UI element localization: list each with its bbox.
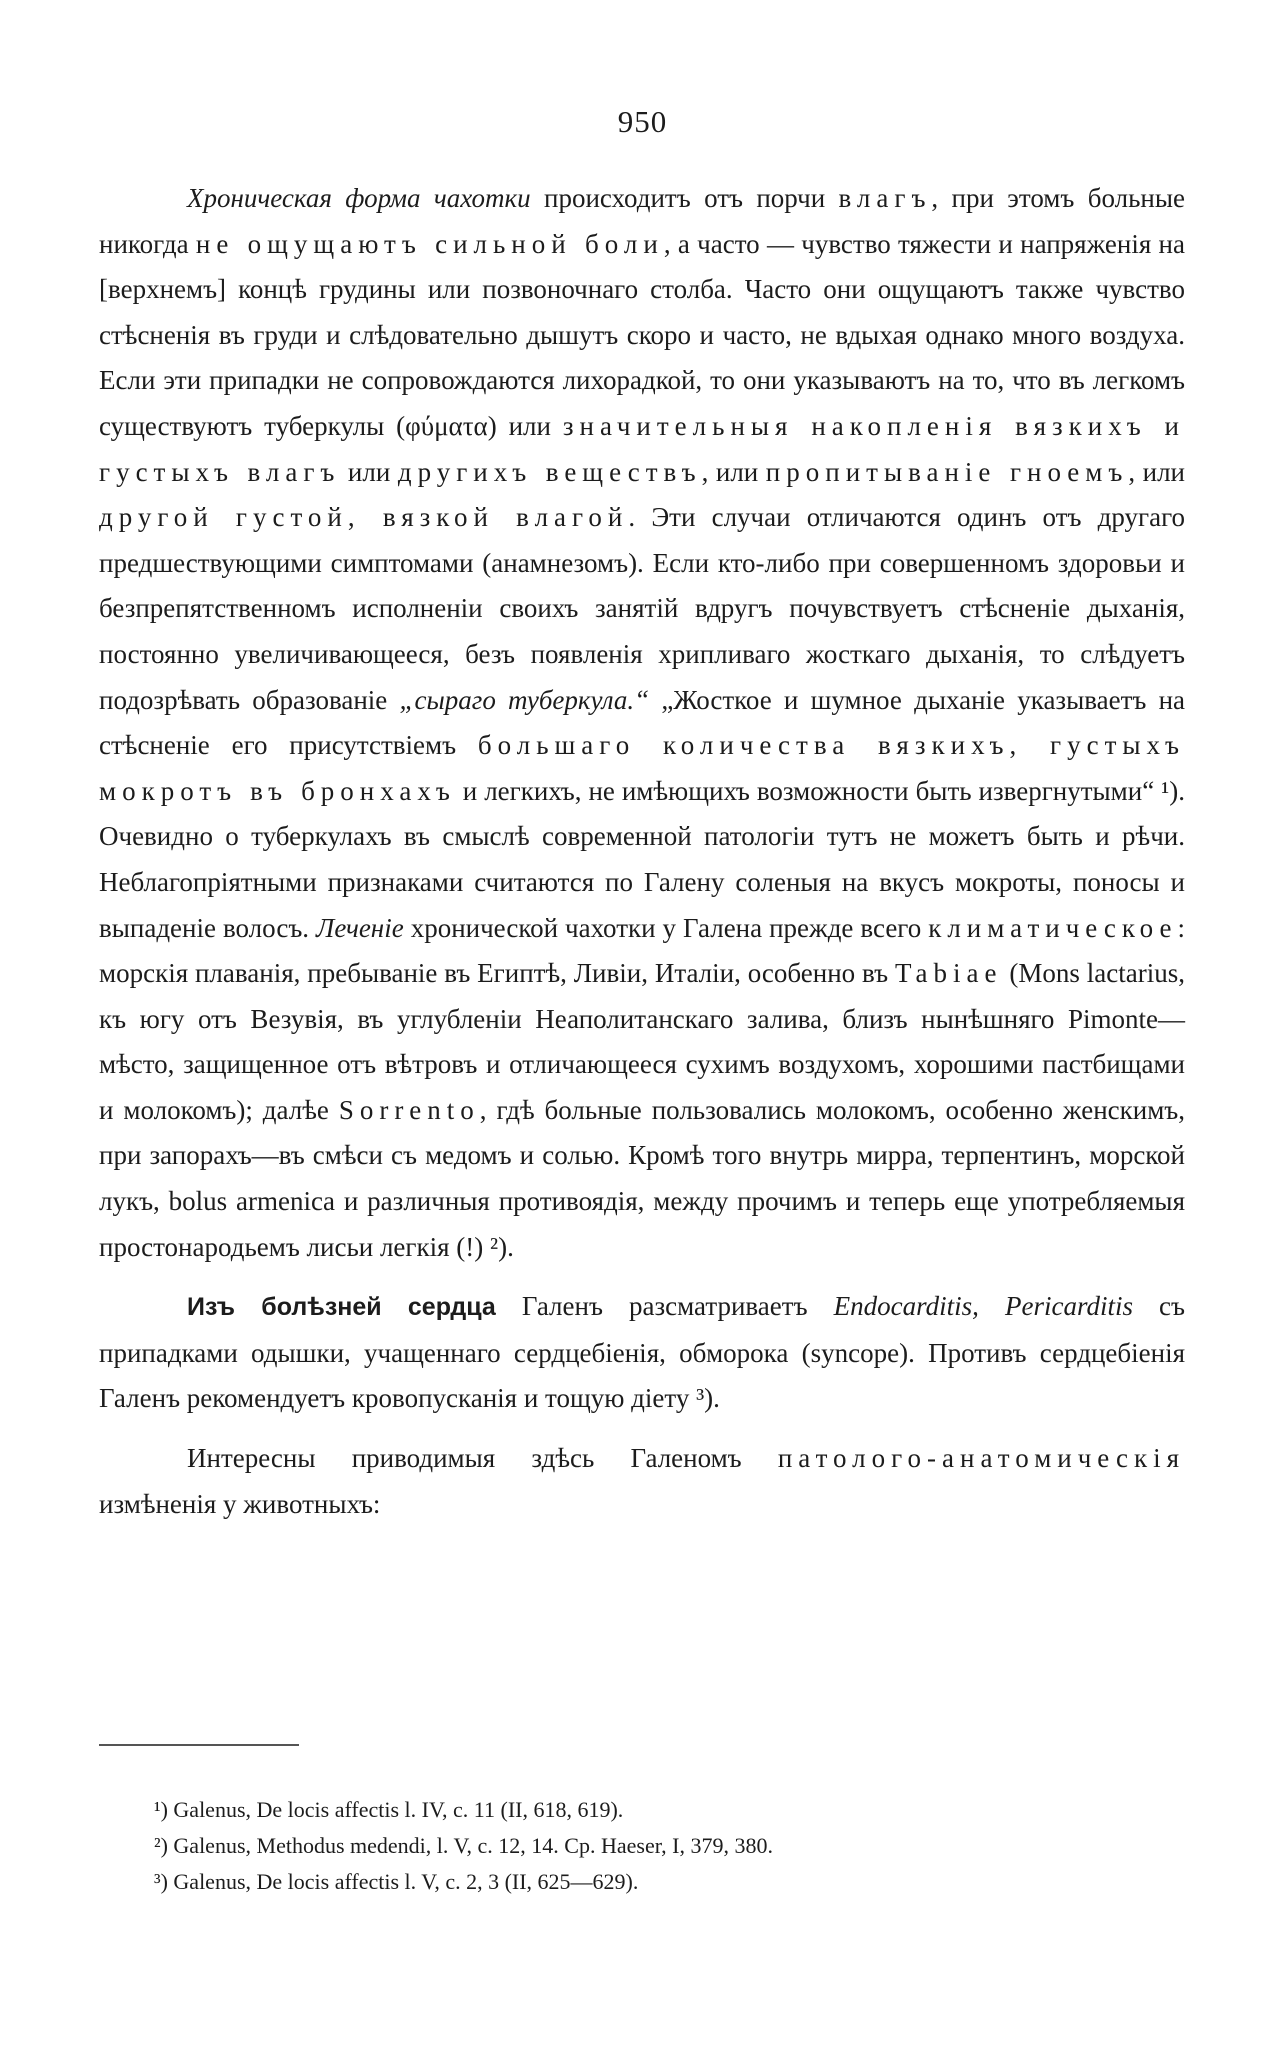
page-number: 950 bbox=[617, 104, 668, 139]
text-run: (Mons lactarius, къ югу отъ Везувія, въ углубленіи Неаполитанскаго залива, близъ нынѣшняго Pimonte—мѣсто, защищенное отъ вѣтровъ и отличающееся сухимъ воздухомъ, хорошими пастбищами и молокомъ); далѣе bbox=[99, 958, 1185, 1125]
text-run: Интересны приводимыя здѣсь Галеномъ bbox=[187, 1443, 778, 1474]
text-run: или bbox=[340, 456, 398, 487]
text-run: Хроническая форма чахотки bbox=[187, 183, 531, 213]
footnote-3: ³) Galenus, De locis affectis l. V, c. 2, 3 (II, 625—629). bbox=[154, 1869, 639, 1894]
text-run: , при этомъ больные никогда bbox=[99, 183, 1185, 259]
text-run: . Эти случаи отличаются одинъ отъ другаго предшествующими симптомами (анамнезомъ). Если кто-либо при совершенномъ здоровьи и безпрепятственномъ исполненіи своихъ занятій вдругъ почувствуетъ стѣсненіе дыханія, постоянно увеличивающееся, безъ появленія хрипливаго жосткаго дыханія, то слѣдуетъ подозрѣвать образованіе bbox=[99, 502, 1185, 715]
text-run: Изъ болѣзней сердца bbox=[187, 1293, 496, 1322]
text-run: другихъ веществъ bbox=[397, 456, 702, 487]
text-run: „сыраго туберкула.“ bbox=[399, 684, 650, 715]
text-run: происходитъ отъ порчи bbox=[530, 183, 839, 213]
text-run: Sorrento bbox=[338, 1094, 480, 1125]
text-run: , а часто — чувство тяжести и напряженія на [верхнемъ] концѣ грудины или позвоночнаго столба. Часто они ощущаютъ также чувство стѣсненія въ груди и слѣдовательно дышутъ скоро и часто, не вдыхая однако много воздуха. Если эти припадки не сопровождаются лихорадкой, то они указываютъ на то, что въ легкомъ существуютъ туберкулы (φύματα) или bbox=[99, 228, 1185, 441]
text-run: большаго количества вязкихъ, густыхъ мокротъ въ бронхахъ bbox=[99, 730, 1185, 806]
text-run: , или bbox=[701, 456, 766, 487]
paragraph-chronic-consumption bbox=[99, 176, 1185, 1270]
footnotes bbox=[154, 1792, 1154, 1900]
text-run: : морскія плаванія, пребываніе въ Египтѣ, Ливіи, Италіи, особенно въ bbox=[99, 912, 1185, 989]
text-run: , или bbox=[1128, 456, 1185, 487]
text-run: хронической чахотки у Галена прежде всего bbox=[403, 912, 929, 943]
footnote-2: ²) Galenus, Methodus medendi, l. V, c. 12, 14. Cp. Haeser, I, 379, 380. bbox=[154, 1833, 773, 1858]
text-run: Галенъ разсматриваетъ bbox=[495, 1291, 834, 1322]
text-run: влагъ bbox=[838, 183, 932, 213]
text-run: не ощущаютъ сильной боли bbox=[195, 228, 664, 259]
text-run: другой густой, вязкой влагой bbox=[99, 502, 629, 533]
text-run: , гдѣ больные пользовались молокомъ, особенно женскимъ, при запорахъ—въ смѣси съ медомъ и солью. Кромѣ того внутрь мирра, терпентинъ, морской лукъ, bolus armenica и различныя противоядія, между прочимъ и теперь еще употребляемыя простонародьемъ лисьи легкія (!) ²). bbox=[99, 1094, 1185, 1262]
text-run: измѣненія у животныхъ: bbox=[99, 1488, 381, 1519]
text-run: „Жосткое и шумное дыханіе указываетъ на стѣсненіе его присутствіемъ bbox=[99, 684, 1185, 761]
text-run: съ припадками одышки, учащеннаго сердцебіенія, обморока (syncope). Противъ сердцебіенія Галенъ рекомендуетъ кровопусканія и тощую діету ³). bbox=[99, 1291, 1186, 1414]
text-run: Леченіе bbox=[316, 912, 404, 943]
text-run: Endocarditis, Pericarditis bbox=[833, 1291, 1133, 1322]
text-run: патолого-анатомическія bbox=[777, 1443, 1185, 1474]
text-run: значительныя накопленія вязкихъ и густыхъ влагъ bbox=[99, 410, 1185, 487]
text-run: пропитываніе гноемъ bbox=[765, 456, 1129, 487]
text-run: и легкихъ, не имѣющихъ возможности быть извергнутыми“ ¹). Очевидно о туберкулахъ въ смыслѣ современной патологіи тутъ не можетъ быть и рѣчи. Неблагопріятными признаками считаются по Галену соленыя на вкусъ мокроты, поносы и выпаденіе волосъ. bbox=[99, 775, 1185, 943]
text-run: климатическое bbox=[928, 912, 1178, 943]
paragraph-anatomical-changes bbox=[99, 1436, 1185, 1527]
footnote-divider bbox=[99, 1744, 299, 1746]
body-text bbox=[99, 176, 1185, 1527]
text-run: Tabiae bbox=[894, 958, 1003, 989]
footnote-1: ¹) Galenus, De locis affectis l. IV, c. 11 (II, 618, 619). bbox=[154, 1797, 624, 1822]
paragraph-heart-diseases bbox=[99, 1284, 1185, 1422]
